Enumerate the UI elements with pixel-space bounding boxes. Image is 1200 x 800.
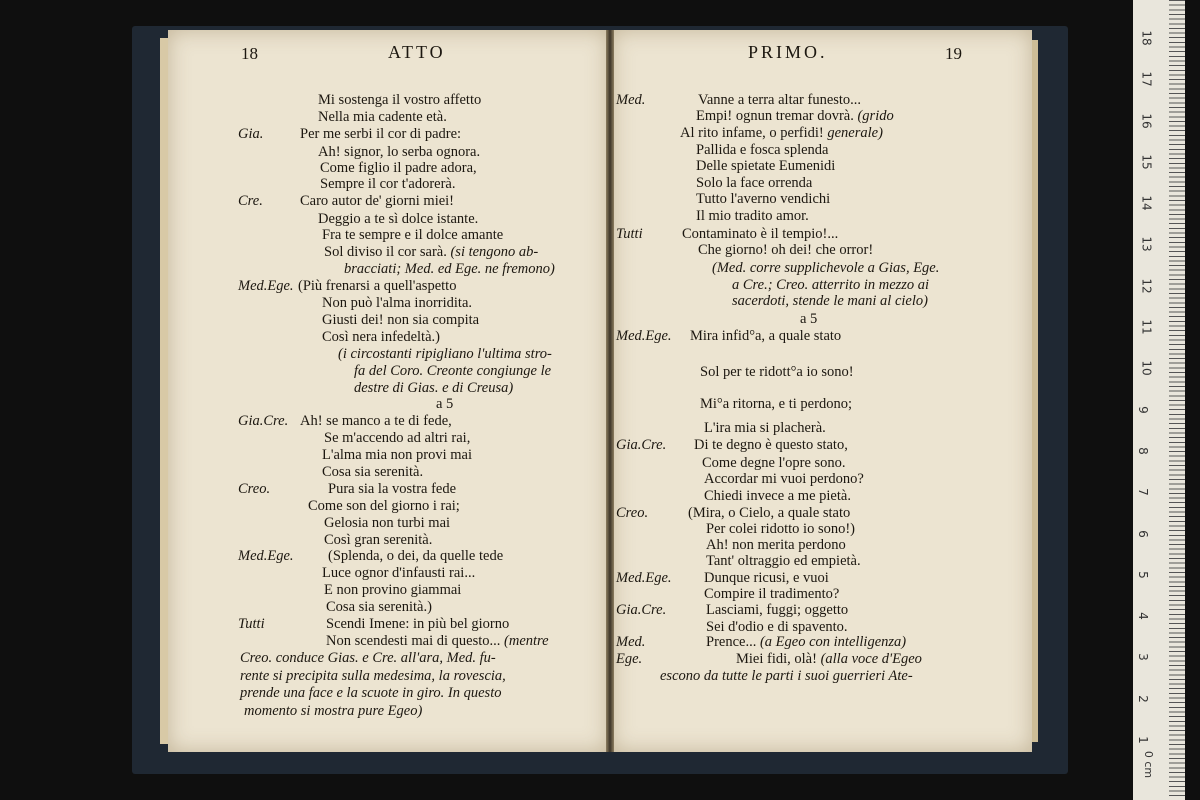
left-verse-line: Come son del giorno i rai;	[308, 498, 460, 514]
left-verse-line: Fra te sempre e il dolce amante	[322, 227, 504, 243]
left-verse-line: Cosa sia serenità.)	[326, 599, 432, 615]
right-verse-line: escono da tutte le parti i suoi guerrieri Ate-	[660, 668, 913, 684]
ruler-number: 1	[1135, 736, 1150, 744]
right-verse-line: Tant' oltraggio ed empietà.	[706, 553, 861, 569]
right-verse-line: Prence... (a Egeo con intelligenza)	[706, 634, 907, 650]
left-verse-line: (Più frenarsi a quell'aspetto	[298, 278, 457, 294]
left-verse-line: Per me serbi il cor di padre:	[300, 126, 462, 142]
left-verse-line: Gelosia non turbi mai	[324, 515, 451, 531]
right-verse-line: Solo la face orrenda	[696, 175, 813, 191]
ruler-number: 16	[1139, 112, 1154, 129]
right-verse-line: Chiedi invece a me pietà.	[704, 488, 851, 504]
left-verse-line: fa del Coro. Creonte congiunge le	[354, 363, 552, 379]
right-verse-line: Di te degno è questo stato,	[694, 437, 848, 453]
ruler-number: 17	[1139, 71, 1154, 87]
left-verse-line: bracciati; Med. ed Ege. ne fremono)	[344, 261, 555, 277]
right-verse-line: Lasciami, fuggi; oggetto	[706, 602, 849, 618]
right-verse-line: Empi! ognun tremar dovrà. (grido	[696, 108, 894, 124]
right-verse-line: Tutto l'averno vendichi	[696, 191, 831, 207]
left-verse-line: Come figlio il padre adora,	[320, 160, 477, 176]
left-verse-line: Ah! se manco a te di fede,	[300, 413, 452, 429]
left-verse-line: Pura sia la vostra fede	[328, 481, 457, 497]
left-verse-line: prende una face e la scuote in giro. In questo	[240, 685, 502, 701]
left-speaker-label: Med.Ege.	[238, 548, 294, 564]
right-verse-line: (Med. corre supplichevole a Gias, Ege.	[712, 260, 940, 276]
left-verse-line: Caro autor de' giorni miei!	[300, 193, 455, 209]
right-verse-line: Dunque ricusi, e vuoi	[704, 570, 829, 586]
ruler-number: 2	[1135, 694, 1150, 703]
left-verse-line: a 5	[436, 396, 454, 412]
left-verse-line: Luce ognor d'infausti rai...	[322, 565, 476, 581]
left-speaker-label: Creo.	[238, 481, 271, 497]
right-verse-line: Mira infid°a, a quale stato	[690, 328, 842, 344]
right-verse-line: Che giorno! oh dei! che orror!	[698, 242, 874, 258]
left-speaker-label: Tutti	[238, 616, 265, 632]
left-running-head: ATTO	[388, 42, 446, 62]
right-verse-line: Compire il tradimento?	[704, 586, 840, 602]
right-verse-line: Come degne l'opre sono.	[702, 455, 846, 471]
left-verse-line: Ah! signor, lo serba ognora.	[318, 144, 481, 160]
ruler-number: 12	[1139, 278, 1154, 294]
left-verse-line: Mi sostenga il vostro affetto	[318, 92, 482, 108]
left-verse-line: E non provino giammai	[324, 582, 462, 598]
ruler-number: 7	[1135, 488, 1150, 497]
right-verse-line: Il mio tradito amor.	[696, 208, 809, 224]
left-speaker-label: Med.Ege.	[238, 278, 294, 294]
ruler-number: 13	[1139, 236, 1154, 253]
left-verse-line: Così gran serenità.	[324, 532, 433, 548]
measuring-ruler	[1133, 0, 1185, 800]
right-verse-line: (Mira, o Cielo, a quale stato	[688, 505, 851, 521]
ruler-number: 8	[1135, 447, 1150, 455]
left-speaker-label: Giа.Cre.	[238, 413, 289, 429]
right-speaker-label: Med.	[616, 92, 646, 108]
ruler-number: 4	[1135, 612, 1150, 620]
ruler-number: 15	[1139, 154, 1154, 170]
right-verse-line: Vanne a terra altar funesto...	[698, 92, 862, 108]
right-verse-line: Al rito infame, o perfidi! generale)	[680, 125, 883, 141]
right-verse-line: Pallida e fosca splenda	[696, 142, 829, 158]
right-verse-line: sacerdoti, stende le mani al cielo)	[732, 293, 928, 309]
left-verse-line: Deggio a te sì dolce istante.	[318, 211, 479, 227]
ruler-number: 14	[1139, 195, 1154, 211]
left-verse-line: Se m'accendo ad altri rai,	[324, 430, 471, 446]
ruler-number: 11	[1139, 319, 1154, 335]
left-speaker-label: Cre.	[238, 193, 263, 209]
left-verse-line: L'alma mia non provi mai	[322, 447, 472, 463]
right-verse-line: Accordar mi vuoi perdono?	[704, 471, 864, 487]
left-verse-line: Non può l'alma inorridita.	[322, 295, 472, 311]
left-speaker-label: Gia.	[238, 126, 264, 142]
right-verse-line: a Cre.; Creo. atterrito in mezzo ai	[732, 277, 930, 293]
left-verse-line: Così nera infedeltà.)	[322, 329, 440, 345]
ruler-number: 18	[1139, 30, 1154, 46]
right-verse-line: a 5	[800, 311, 818, 327]
right-speaker-label: Gia.Cre.	[616, 602, 667, 618]
left-verse-line: Cosa sia serenità.	[322, 464, 424, 480]
right-speaker-label: Med.Ege.	[616, 570, 672, 586]
left-verse-line: Nella mia cadente età.	[318, 109, 447, 125]
right-verse-line: Miei fidi, olà! (alla voce d'Egeo	[736, 651, 922, 667]
left-verse-line: destre di Gias. e di Creusa)	[354, 380, 514, 396]
left-verse-line: Scendi Imene: in più bel giorno	[326, 616, 510, 632]
right-speaker-label: Med.	[616, 634, 646, 650]
right-verse-line: Delle spietate Eumenidi	[696, 158, 836, 174]
ruler-ticks	[1169, 0, 1185, 800]
right-verse-line: Contaminato è il tempio!...	[682, 226, 839, 242]
right-speaker-label: Gia.Cre.	[616, 437, 667, 453]
ruler-number: 3	[1135, 653, 1150, 662]
left-verse-line: momento si mostra pure Egeo)	[244, 703, 423, 719]
left-verse-line: rente si precipita sulla medesima, la rovescia,	[240, 668, 506, 684]
left-verse-line: Sempre il cor t'adorerà.	[320, 176, 456, 192]
left-page-number: 18	[241, 44, 258, 63]
ruler-number: 10	[1139, 360, 1154, 376]
left-verse-line: (i circostanti ripigliano l'ultima stro-	[338, 346, 552, 362]
left-verse-line: Sol diviso il cor sarà. (si tengono ab-	[324, 244, 539, 260]
right-speaker-label: Tutti	[616, 226, 643, 242]
left-verse-line: Creo. conduce Gias. e Cre. all'ara, Med. fu-	[240, 650, 496, 666]
right-verse-line: Ah! non merita perdono	[706, 537, 846, 553]
right-verse-line: Sei d'odio e di spavento.	[706, 619, 848, 635]
right-speaker-label: Ege.	[616, 651, 643, 667]
book-gutter	[606, 30, 614, 752]
right-verse-line: L'ira mia si placherà.	[704, 420, 826, 436]
left-verse-line: (Splenda, o dei, da quelle tede	[328, 548, 504, 564]
ruler-number: 9	[1135, 405, 1150, 414]
right-page-number: 19	[945, 44, 962, 63]
ruler-number: 6	[1135, 529, 1150, 538]
right-verse-line: Mi°a ritorna, e ti perdono;	[700, 396, 852, 412]
right-verse-line: Per colei ridotto io sono!)	[706, 521, 856, 537]
left-verse-line: Giusti dei! non sia compita	[322, 312, 480, 328]
right-speaker-label: Med.Ege.	[616, 328, 672, 344]
right-verse-line: Sol per te ridott°a io sono!	[700, 364, 854, 380]
right-speaker-label: Creo.	[616, 505, 649, 521]
ruler-number: 5	[1135, 570, 1150, 579]
left-verse-line: Non scendesti mai di questo... (mentre	[326, 633, 549, 649]
right-running-head: PRIMO.	[748, 42, 828, 62]
ruler-unit: 0 cm	[1142, 750, 1156, 779]
